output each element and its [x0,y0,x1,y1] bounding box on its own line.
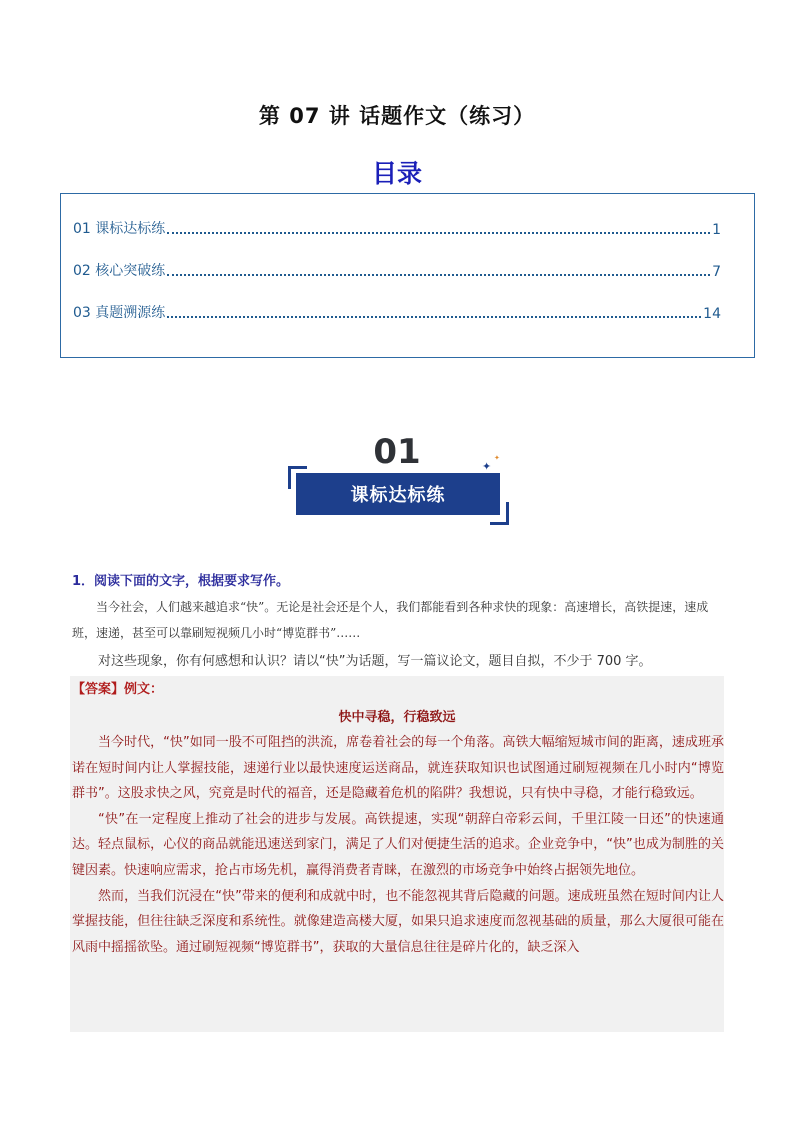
toc-leader-dots [167,316,701,318]
sparkle-icon: ✦ [482,460,492,473]
toc-heading: 目录 [371,159,422,188]
toc-leader-dots [167,274,710,276]
toc-entry-page: 7 [712,264,721,280]
document-title: 第 07 讲 话题作文（练习） [258,104,536,128]
table-of-contents [60,193,755,358]
toc-entry-page: 14 [703,306,721,322]
section-number: 01 [373,432,421,472]
toc-leader-dots [167,232,710,234]
toc-entry[interactable] [73,218,721,238]
sparkle-icon: ✦ [494,454,500,462]
toc-entry-label: 03 真题溯源练 [73,305,166,321]
essay-title: 快中寻稳，行稳致远 [338,710,456,725]
toc-entry-page: 1 [712,222,721,238]
answer-label: 【答案】例文： [72,682,164,697]
essay-paragraph: “快”在一定程度上推动了社会的进步与发展。高铁提速，实现“朝辞白帝彩云间，千里江陵一日还”的快速通达。轻点鼠标，心仪的商品就能迅速送到家门，满足了人们对便捷生活的追求。企业竞争中，“快”也成为制胜的关键因素。快速响应需求，抢占市场先机，赢得消费者青睐，在激烈的市场竞争中始终占据领先地位。 [72,811,724,878]
question-prompt: 对这些现象，你有何感想和认识？请以“快”为话题，写一篇议论文，题目自拟，不少于 700 字。 [98,654,652,669]
toc-entry[interactable] [73,302,721,322]
essay-paragraph: 然而，当我们沉浸在“快”带来的便利和成就中时，也不能忽视其背后隐藏的问题。速成班虽然在短时间内让人掌握技能，但往往缺乏深度和系统性。就像建造高楼大厦，如果只追求速度而忽视基础的质量，那么大厦很可能在风雨中摇摇欲坠。通过刷短视频“博览群书”，获取的大量信息往往是碎片化的，缺乏深入 [72,888,724,955]
toc-entry-label: 01 课标达标练 [73,221,166,237]
question-material: 当今社会，人们越来越追求“快”。无论是社会还是个人，我们都能看到各种求快的现象：高速增长，高铁提速，速成班，速递，甚至可以靠刷短视频几小时“博览群书”…… [72,600,709,640]
question-title: 1．阅读下面的文字，根据要求写作。 [72,574,290,589]
toc-entry[interactable] [73,260,721,280]
section-banner: 课标达标练 [296,473,500,515]
essay-paragraph: 当今时代，“快”如同一股不可阻挡的洪流，席卷着社会的每一个角落。高铁大幅缩短城市间的距离，速成班承诺在短时间内让人掌握技能，速递行业以最快速度运送商品，就连获取知识也试图通过刷短视频在几小时内“博览群书”。这股求快之风，究竟是时代的福音，还是隐藏着危机的陷阱？我想说，只有快中寻稳，才能行稳致远。 [72,735,724,802]
essay-body [72,730,724,960]
toc-entry-label: 02 核心突破练 [73,263,166,279]
